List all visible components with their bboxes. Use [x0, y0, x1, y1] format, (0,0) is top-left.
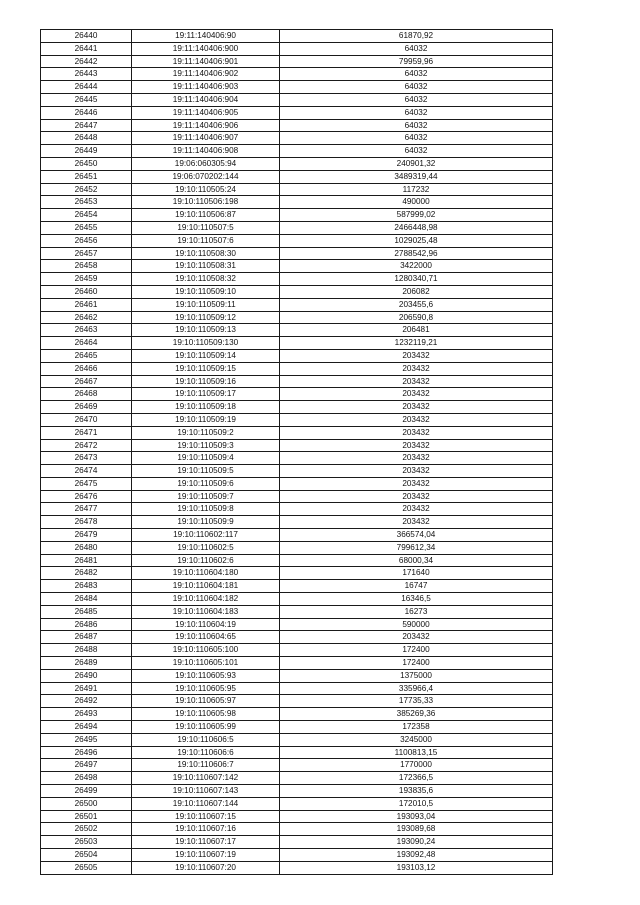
row-number-cell: 26458	[41, 260, 132, 273]
cadastral-number-cell: 19:10:110605:99	[132, 721, 280, 734]
value-cell: 385269,36	[280, 708, 553, 721]
value-cell: 203432	[280, 413, 553, 426]
value-cell: 3489319,44	[280, 170, 553, 183]
row-number-cell: 26460	[41, 285, 132, 298]
value-cell: 64032	[280, 132, 553, 145]
value-cell: 203455,6	[280, 298, 553, 311]
row-number-cell: 26503	[41, 836, 132, 849]
table-row	[41, 746, 553, 759]
cadastral-number-cell: 19:10:110509:3	[132, 439, 280, 452]
table-row	[41, 362, 553, 375]
table-row	[41, 183, 553, 196]
row-number-cell: 26447	[41, 119, 132, 132]
value-cell: 64032	[280, 93, 553, 106]
cadastral-number-cell: 19:06:070202:144	[132, 170, 280, 183]
cadastral-number-cell: 19:10:110605:100	[132, 644, 280, 657]
row-number-cell: 26442	[41, 55, 132, 68]
row-number-cell: 26471	[41, 426, 132, 439]
table-row	[41, 401, 553, 414]
value-cell: 203432	[280, 477, 553, 490]
value-cell: 203432	[280, 465, 553, 478]
table-row	[41, 644, 553, 657]
row-number-cell: 26478	[41, 516, 132, 529]
table-row	[41, 529, 553, 542]
cadastral-number-cell: 19:10:110509:15	[132, 362, 280, 375]
value-cell: 16747	[280, 580, 553, 593]
row-number-cell: 26444	[41, 81, 132, 94]
table-row	[41, 567, 553, 580]
cadastral-number-cell: 19:10:110604:65	[132, 631, 280, 644]
value-cell: 172400	[280, 657, 553, 670]
cadastral-number-cell: 19:10:110509:5	[132, 465, 280, 478]
value-cell: 79959,96	[280, 55, 553, 68]
cadastral-number-cell: 19:10:110607:15	[132, 810, 280, 823]
data-table	[40, 29, 553, 875]
cadastral-number-cell: 19:10:110508:32	[132, 273, 280, 286]
row-number-cell: 26455	[41, 221, 132, 234]
value-cell: 203432	[280, 452, 553, 465]
row-number-cell: 26494	[41, 721, 132, 734]
value-cell: 203432	[280, 362, 553, 375]
row-number-cell: 26472	[41, 439, 132, 452]
row-number-cell: 26476	[41, 490, 132, 503]
table-row	[41, 452, 553, 465]
table-row	[41, 759, 553, 772]
table-row	[41, 721, 553, 734]
value-cell: 203432	[280, 631, 553, 644]
cadastral-number-cell: 19:10:110607:19	[132, 849, 280, 862]
cadastral-number-cell: 19:10:110509:14	[132, 349, 280, 362]
cadastral-number-cell: 19:10:110602:5	[132, 541, 280, 554]
row-number-cell: 26452	[41, 183, 132, 196]
cadastral-number-cell: 19:11:140406:908	[132, 145, 280, 158]
cadastral-number-cell: 19:10:110508:31	[132, 260, 280, 273]
value-cell: 171640	[280, 567, 553, 580]
table-row	[41, 695, 553, 708]
table-row	[41, 93, 553, 106]
row-number-cell: 26441	[41, 42, 132, 55]
row-number-cell: 26497	[41, 759, 132, 772]
cadastral-number-cell: 19:11:140406:90	[132, 30, 280, 43]
value-cell: 1280340,71	[280, 273, 553, 286]
cadastral-number-cell: 19:10:110607:142	[132, 772, 280, 785]
row-number-cell: 26465	[41, 349, 132, 362]
cadastral-number-cell: 19:10:110604:19	[132, 618, 280, 631]
row-number-cell: 26496	[41, 746, 132, 759]
value-cell: 587999,02	[280, 209, 553, 222]
value-cell: 206082	[280, 285, 553, 298]
table-row	[41, 849, 553, 862]
table-row	[41, 170, 553, 183]
value-cell: 366574,04	[280, 529, 553, 542]
value-cell: 3245000	[280, 733, 553, 746]
value-cell: 17735,33	[280, 695, 553, 708]
table-row	[41, 119, 553, 132]
cadastral-number-cell: 19:10:110509:4	[132, 452, 280, 465]
row-number-cell: 26464	[41, 337, 132, 350]
table-row	[41, 490, 553, 503]
row-number-cell: 26446	[41, 106, 132, 119]
cadastral-number-cell: 19:10:110509:16	[132, 375, 280, 388]
row-number-cell: 26490	[41, 669, 132, 682]
value-cell: 193092,48	[280, 849, 553, 862]
table-row	[41, 631, 553, 644]
table-row	[41, 413, 553, 426]
value-cell: 240901,32	[280, 157, 553, 170]
table-row	[41, 196, 553, 209]
table-row	[41, 81, 553, 94]
value-cell: 16346,5	[280, 593, 553, 606]
row-number-cell: 26463	[41, 324, 132, 337]
value-cell: 64032	[280, 81, 553, 94]
cadastral-number-cell: 19:10:110509:9	[132, 516, 280, 529]
value-cell: 2466448,98	[280, 221, 553, 234]
cadastral-number-cell: 19:10:110605:95	[132, 682, 280, 695]
row-number-cell: 26440	[41, 30, 132, 43]
row-number-cell: 26475	[41, 477, 132, 490]
table-row	[41, 42, 553, 55]
cadastral-number-cell: 19:10:110605:101	[132, 657, 280, 670]
cadastral-number-cell: 19:11:140406:900	[132, 42, 280, 55]
cadastral-number-cell: 19:10:110604:181	[132, 580, 280, 593]
table-row	[41, 657, 553, 670]
table-row	[41, 503, 553, 516]
value-cell: 193093,04	[280, 810, 553, 823]
value-cell: 172010,5	[280, 797, 553, 810]
row-number-cell: 26473	[41, 452, 132, 465]
cadastral-number-cell: 19:10:110506:198	[132, 196, 280, 209]
cadastral-number-cell: 19:10:110607:20	[132, 861, 280, 874]
cadastral-number-cell: 19:10:110509:11	[132, 298, 280, 311]
table-row	[41, 337, 553, 350]
table-row	[41, 324, 553, 337]
table-row	[41, 375, 553, 388]
row-number-cell: 26492	[41, 695, 132, 708]
table-row	[41, 221, 553, 234]
cadastral-number-cell: 19:11:140406:903	[132, 81, 280, 94]
table-row	[41, 260, 553, 273]
row-number-cell: 26480	[41, 541, 132, 554]
cadastral-number-cell: 19:10:110605:98	[132, 708, 280, 721]
cadastral-number-cell: 19:11:140406:907	[132, 132, 280, 145]
value-cell: 193090,24	[280, 836, 553, 849]
table-row	[41, 30, 553, 43]
cadastral-number-cell: 19:10:110607:143	[132, 785, 280, 798]
value-cell: 590000	[280, 618, 553, 631]
value-cell: 203432	[280, 349, 553, 362]
value-cell: 1375000	[280, 669, 553, 682]
row-number-cell: 26467	[41, 375, 132, 388]
table-row	[41, 285, 553, 298]
table-row	[41, 618, 553, 631]
value-cell: 206590,8	[280, 311, 553, 324]
cadastral-number-cell: 19:10:110605:97	[132, 695, 280, 708]
row-number-cell: 26489	[41, 657, 132, 670]
cadastral-number-cell: 19:10:110507:5	[132, 221, 280, 234]
table-row	[41, 247, 553, 260]
row-number-cell: 26487	[41, 631, 132, 644]
row-number-cell: 26484	[41, 593, 132, 606]
table-row	[41, 68, 553, 81]
cadastral-number-cell: 19:06:060305:94	[132, 157, 280, 170]
cadastral-number-cell: 19:10:110509:13	[132, 324, 280, 337]
cadastral-number-cell: 19:10:110509:10	[132, 285, 280, 298]
cadastral-number-cell: 19:10:110602:6	[132, 554, 280, 567]
value-cell: 68000,34	[280, 554, 553, 567]
cadastral-number-cell: 19:10:110606:7	[132, 759, 280, 772]
table-row	[41, 708, 553, 721]
value-cell: 490000	[280, 196, 553, 209]
table-row	[41, 669, 553, 682]
cadastral-number-cell: 19:10:110509:12	[132, 311, 280, 324]
value-cell: 117232	[280, 183, 553, 196]
value-cell: 1100813,15	[280, 746, 553, 759]
row-number-cell: 26491	[41, 682, 132, 695]
cadastral-number-cell: 19:10:110509:6	[132, 477, 280, 490]
cadastral-number-cell: 19:11:140406:905	[132, 106, 280, 119]
cadastral-number-cell: 19:10:110605:93	[132, 669, 280, 682]
cadastral-number-cell: 19:10:110506:87	[132, 209, 280, 222]
row-number-cell: 26461	[41, 298, 132, 311]
row-number-cell: 26483	[41, 580, 132, 593]
row-number-cell: 26449	[41, 145, 132, 158]
value-cell: 1029025,48	[280, 234, 553, 247]
row-number-cell: 26469	[41, 401, 132, 414]
table-row	[41, 234, 553, 247]
table-row	[41, 810, 553, 823]
value-cell: 64032	[280, 68, 553, 81]
value-cell: 203432	[280, 375, 553, 388]
table-row	[41, 132, 553, 145]
value-cell: 1232119,21	[280, 337, 553, 350]
table-row	[41, 349, 553, 362]
value-cell: 203432	[280, 503, 553, 516]
table-row	[41, 593, 553, 606]
value-cell: 203432	[280, 388, 553, 401]
table-row	[41, 580, 553, 593]
row-number-cell: 26493	[41, 708, 132, 721]
cadastral-number-cell: 19:10:110606:5	[132, 733, 280, 746]
table-row	[41, 516, 553, 529]
row-number-cell: 26470	[41, 413, 132, 426]
table-row	[41, 439, 553, 452]
value-cell: 172400	[280, 644, 553, 657]
cadastral-number-cell: 19:11:140406:904	[132, 93, 280, 106]
table-row	[41, 785, 553, 798]
row-number-cell: 26505	[41, 861, 132, 874]
cadastral-number-cell: 19:10:110607:144	[132, 797, 280, 810]
table-row	[41, 554, 553, 567]
table-row	[41, 388, 553, 401]
table-row	[41, 797, 553, 810]
cadastral-number-cell: 19:11:140406:901	[132, 55, 280, 68]
row-number-cell: 26448	[41, 132, 132, 145]
row-number-cell: 26443	[41, 68, 132, 81]
value-cell: 203432	[280, 426, 553, 439]
table-row	[41, 772, 553, 785]
cadastral-number-cell: 19:10:110508:30	[132, 247, 280, 260]
value-cell: 172366,5	[280, 772, 553, 785]
row-number-cell: 26451	[41, 170, 132, 183]
value-cell: 203432	[280, 439, 553, 452]
row-number-cell: 26485	[41, 605, 132, 618]
cadastral-number-cell: 19:11:140406:902	[132, 68, 280, 81]
table-row	[41, 465, 553, 478]
cadastral-number-cell: 19:10:110602:117	[132, 529, 280, 542]
table-row	[41, 605, 553, 618]
row-number-cell: 26504	[41, 849, 132, 862]
row-number-cell: 26488	[41, 644, 132, 657]
value-cell: 64032	[280, 145, 553, 158]
value-cell: 203432	[280, 516, 553, 529]
table-row	[41, 298, 553, 311]
row-number-cell: 26456	[41, 234, 132, 247]
table-row	[41, 823, 553, 836]
cadastral-number-cell: 19:10:110509:19	[132, 413, 280, 426]
row-number-cell: 26474	[41, 465, 132, 478]
table-row	[41, 426, 553, 439]
row-number-cell: 26477	[41, 503, 132, 516]
row-number-cell: 26502	[41, 823, 132, 836]
value-cell: 203432	[280, 401, 553, 414]
row-number-cell: 26498	[41, 772, 132, 785]
cadastral-number-cell: 19:10:110505:24	[132, 183, 280, 196]
row-number-cell: 26466	[41, 362, 132, 375]
value-cell: 64032	[280, 119, 553, 132]
table-row	[41, 157, 553, 170]
table-row	[41, 106, 553, 119]
cadastral-number-cell: 19:10:110509:2	[132, 426, 280, 439]
row-number-cell: 26500	[41, 797, 132, 810]
cadastral-number-cell: 19:10:110509:8	[132, 503, 280, 516]
value-cell: 335966,4	[280, 682, 553, 695]
table-row	[41, 311, 553, 324]
table-row	[41, 541, 553, 554]
cadastral-number-cell: 19:10:110604:183	[132, 605, 280, 618]
cadastral-number-cell: 19:10:110509:7	[132, 490, 280, 503]
row-number-cell: 26454	[41, 209, 132, 222]
value-cell: 64032	[280, 106, 553, 119]
cadastral-number-cell: 19:10:110606:6	[132, 746, 280, 759]
row-number-cell: 26453	[41, 196, 132, 209]
row-number-cell: 26450	[41, 157, 132, 170]
value-cell: 206481	[280, 324, 553, 337]
cadastral-number-cell: 19:10:110607:16	[132, 823, 280, 836]
table-row	[41, 733, 553, 746]
row-number-cell: 26479	[41, 529, 132, 542]
value-cell: 799612,34	[280, 541, 553, 554]
row-number-cell: 26459	[41, 273, 132, 286]
value-cell: 2788542,96	[280, 247, 553, 260]
cadastral-number-cell: 19:10:110507:6	[132, 234, 280, 247]
row-number-cell: 26468	[41, 388, 132, 401]
row-number-cell: 26501	[41, 810, 132, 823]
row-number-cell: 26499	[41, 785, 132, 798]
value-cell: 3422000	[280, 260, 553, 273]
table-row	[41, 209, 553, 222]
cadastral-number-cell: 19:10:110604:182	[132, 593, 280, 606]
value-cell: 16273	[280, 605, 553, 618]
table-row	[41, 477, 553, 490]
value-cell: 193089,68	[280, 823, 553, 836]
value-cell: 1770000	[280, 759, 553, 772]
value-cell: 172358	[280, 721, 553, 734]
table-row	[41, 836, 553, 849]
value-cell: 203432	[280, 490, 553, 503]
table-body	[41, 30, 553, 875]
table-row	[41, 55, 553, 68]
cadastral-number-cell: 19:10:110607:17	[132, 836, 280, 849]
value-cell: 193835,6	[280, 785, 553, 798]
row-number-cell: 26462	[41, 311, 132, 324]
table-row	[41, 145, 553, 158]
cadastral-number-cell: 19:11:140406:906	[132, 119, 280, 132]
value-cell: 61870,92	[280, 30, 553, 43]
table-row	[41, 682, 553, 695]
cadastral-number-cell: 19:10:110509:17	[132, 388, 280, 401]
row-number-cell: 26481	[41, 554, 132, 567]
row-number-cell: 26495	[41, 733, 132, 746]
cadastral-number-cell: 19:10:110509:18	[132, 401, 280, 414]
value-cell: 193103,12	[280, 861, 553, 874]
cadastral-number-cell: 19:10:110604:180	[132, 567, 280, 580]
row-number-cell: 26457	[41, 247, 132, 260]
row-number-cell: 26486	[41, 618, 132, 631]
value-cell: 64032	[280, 42, 553, 55]
table-row	[41, 861, 553, 874]
table-row	[41, 273, 553, 286]
row-number-cell: 26482	[41, 567, 132, 580]
cadastral-number-cell: 19:10:110509:130	[132, 337, 280, 350]
row-number-cell: 26445	[41, 93, 132, 106]
